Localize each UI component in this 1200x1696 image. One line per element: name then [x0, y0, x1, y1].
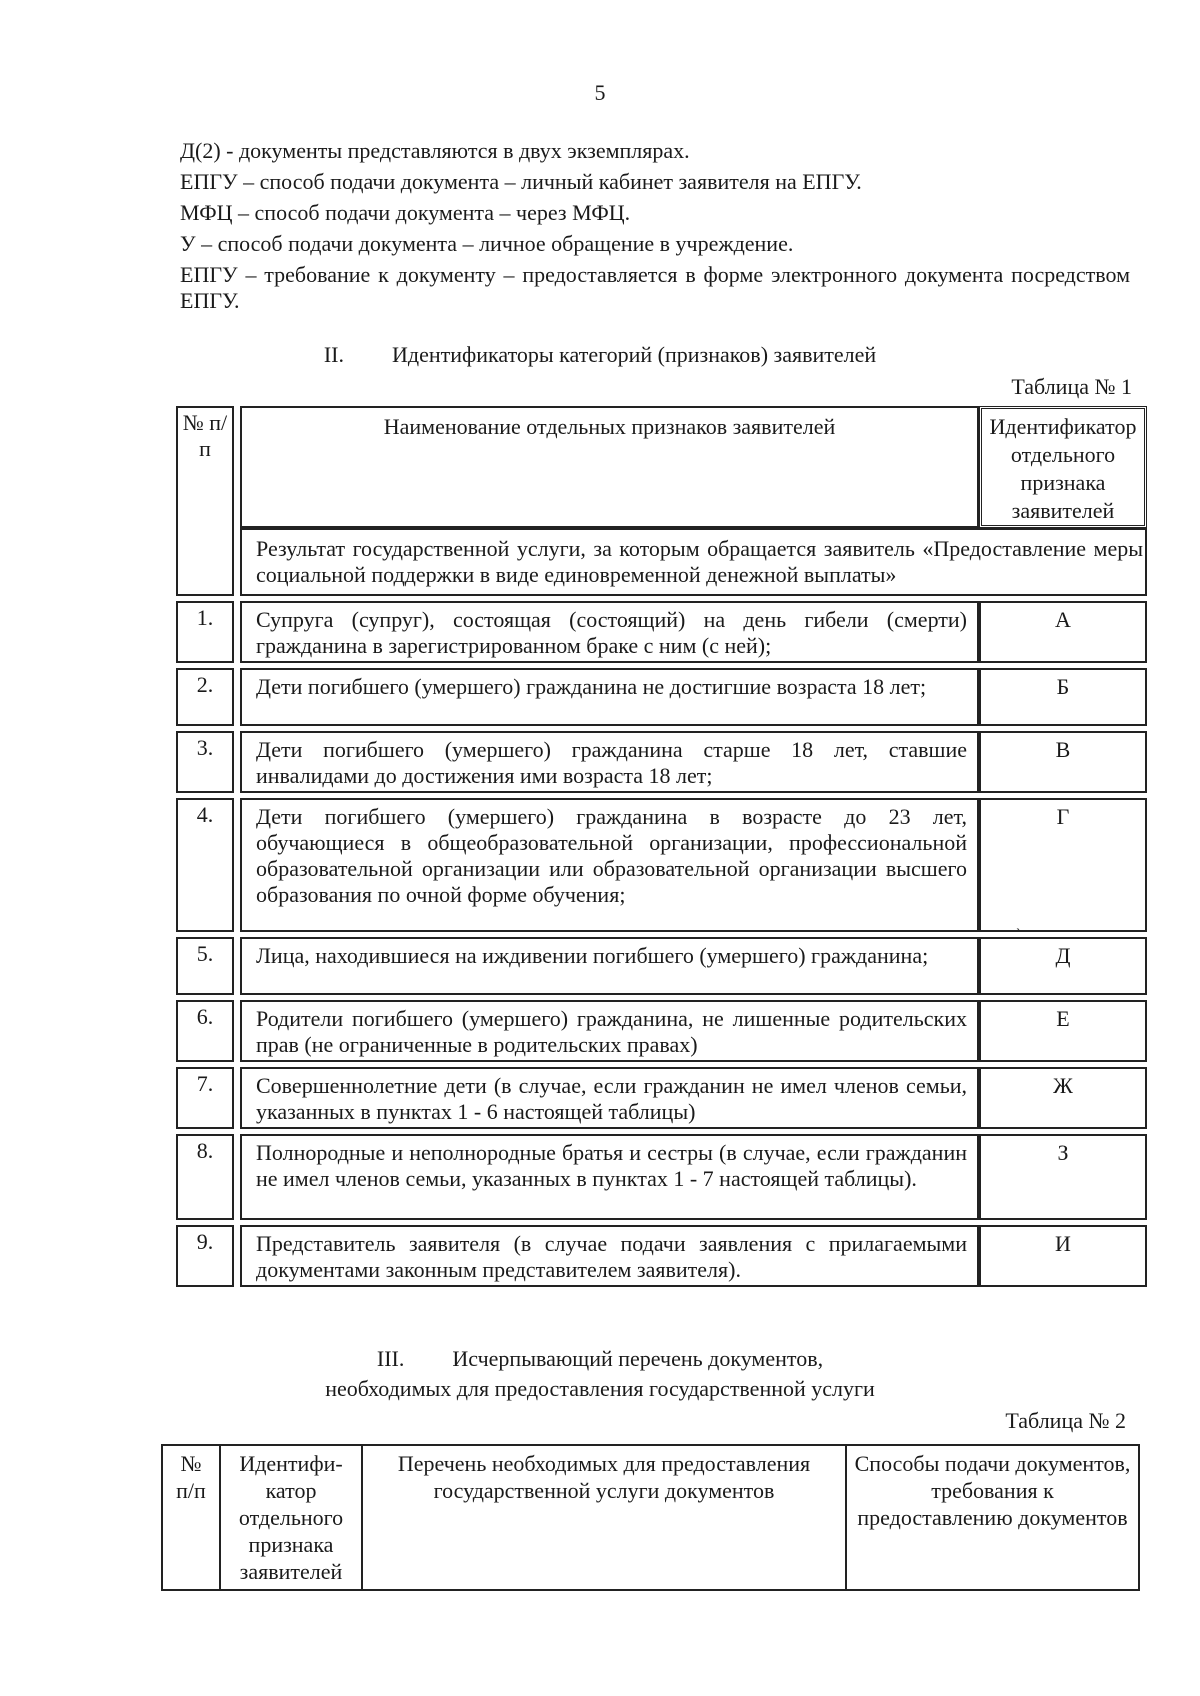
table-row: [176, 1134, 1147, 1220]
section-3-number: III.: [376, 1346, 405, 1371]
row-identifier: Е: [979, 1000, 1147, 1062]
row-identifier: Д: [979, 937, 1147, 995]
row-text: Совершеннолетние дети (в случае, если гражданин не имел членов семьи, указанных в пунктах 1 - 6 настоящей таблицы): [240, 1067, 979, 1129]
section-2-number: II.: [323, 342, 344, 367]
table-1-caption: Таблица № 1: [1011, 374, 1132, 399]
table-2-caption: Таблица № 2: [1005, 1408, 1126, 1433]
row-number: 9.: [176, 1225, 234, 1287]
header-id: Идентификатор отдельного признака заявителей: [979, 406, 1147, 528]
row-text: Полнородные и неполнородные братья и сестры (в случае, если гражданин не имел членов семьи, указанных в пунктах 1 - 7 настоящей таблицы).: [240, 1134, 979, 1220]
header-num: № п/п: [176, 406, 234, 596]
row-identifier: Ж: [979, 1067, 1147, 1129]
row-number: 8.: [176, 1134, 234, 1220]
row-identifier: А: [979, 601, 1147, 663]
applicant-categories-table: [176, 406, 1147, 1287]
legend-item: У – способ подачи документа – личное обращение в учреждение.: [180, 231, 794, 256]
table-row: [176, 601, 1147, 663]
documents-table: [161, 1444, 1140, 1591]
table-row: [176, 1225, 1147, 1287]
row-identifier: В: [979, 731, 1147, 793]
header-methods: Способы подачи документов, требования к предоставлению документов: [846, 1445, 1139, 1590]
row-number: 3.: [176, 731, 234, 793]
section-2-heading: [0, 342, 1200, 368]
legend-item: Д(2) - документы представляются в двух экземплярах.: [180, 138, 690, 163]
header-num: № п/п: [162, 1445, 220, 1590]
row-text: Дети погибшего (умершего) гражданина не достигшие возраста 18 лет;: [240, 668, 979, 726]
header-name: Наименование отдельных признаков заявителей: [240, 406, 979, 528]
section-3-title-line1: Исчерпывающий перечень документов,: [452, 1346, 824, 1371]
row-number: 6.: [176, 1000, 234, 1062]
row-number: 1.: [176, 601, 234, 663]
row-text: Представитель заявителя (в случае подачи заявления с прилагаемыми документами законным представителем заявителя).: [240, 1225, 979, 1287]
scan-speck: `: [1016, 927, 1021, 942]
row-number: 5.: [176, 937, 234, 995]
row-number: 2.: [176, 668, 234, 726]
legend-item: МФЦ – способ подачи документа – через МФЦ.: [180, 200, 631, 225]
page-number: 5: [594, 80, 606, 105]
row-text: Родители погибшего (умершего) гражданина, не лишенные родительских прав (не ограниченные в родительских правах): [240, 1000, 979, 1062]
row-text: Дети погибшего (умершего) гражданина в возрасте до 23 лет, обучающиеся в общеобразовательной организации, профессиональной образовательной организации или образовательной организации высшего образования по очной форме обучения;: [240, 798, 979, 932]
table-header-row: [162, 1445, 1139, 1590]
row-identifier: Г: [979, 798, 1147, 932]
row-identifier: З: [979, 1134, 1147, 1220]
row-identifier: И: [979, 1225, 1147, 1287]
row-text: Дети погибшего (умершего) гражданина старше 18 лет, ставшие инвалидами до достижения ими возраста 18 лет;: [240, 731, 979, 793]
row-identifier: Б: [979, 668, 1147, 726]
table-row: [176, 668, 1147, 726]
legend-item: ЕПГУ – требование к документу – предоставляется в форме электронного документа посредством ЕПГУ.: [180, 262, 1130, 313]
section-3-title-line2: необходимых для предоставления государственной услуги: [325, 1376, 875, 1401]
legend-item: ЕПГУ – способ подачи документа – личный кабинет заявителя на ЕПГУ.: [180, 169, 862, 194]
table-row: [176, 937, 1147, 995]
row-number: 7.: [176, 1067, 234, 1129]
abbreviation-legend: [180, 138, 1130, 319]
section-2-title: Идентификаторы категорий (признаков) заявителей: [391, 342, 877, 367]
service-result-row: Результат государственной услуги, за которым обращается заявитель «Предоставление меры социальной поддержки в виде единовременной денежной выплаты»: [240, 528, 1147, 596]
row-text: Лица, находившиеся на иждивении погибшего (умершего) гражданина;: [240, 937, 979, 995]
header-identifier: Идентифи-катор отдельного признака заявителей: [220, 1445, 362, 1590]
table-row: [176, 731, 1147, 793]
section-3-heading: [0, 1346, 1200, 1372]
row-text: Супруга (супруг), состоящая (состоящий) на день гибели (смерти) гражданина в зарегистрированном браке с ним (с ней);: [240, 601, 979, 663]
header-documents: Перечень необходимых для предоставления государственной услуги документов: [362, 1445, 846, 1590]
row-number: 4.: [176, 798, 234, 932]
table-row: [176, 798, 1147, 932]
table-row: [176, 1000, 1147, 1062]
table-row: [176, 1067, 1147, 1129]
